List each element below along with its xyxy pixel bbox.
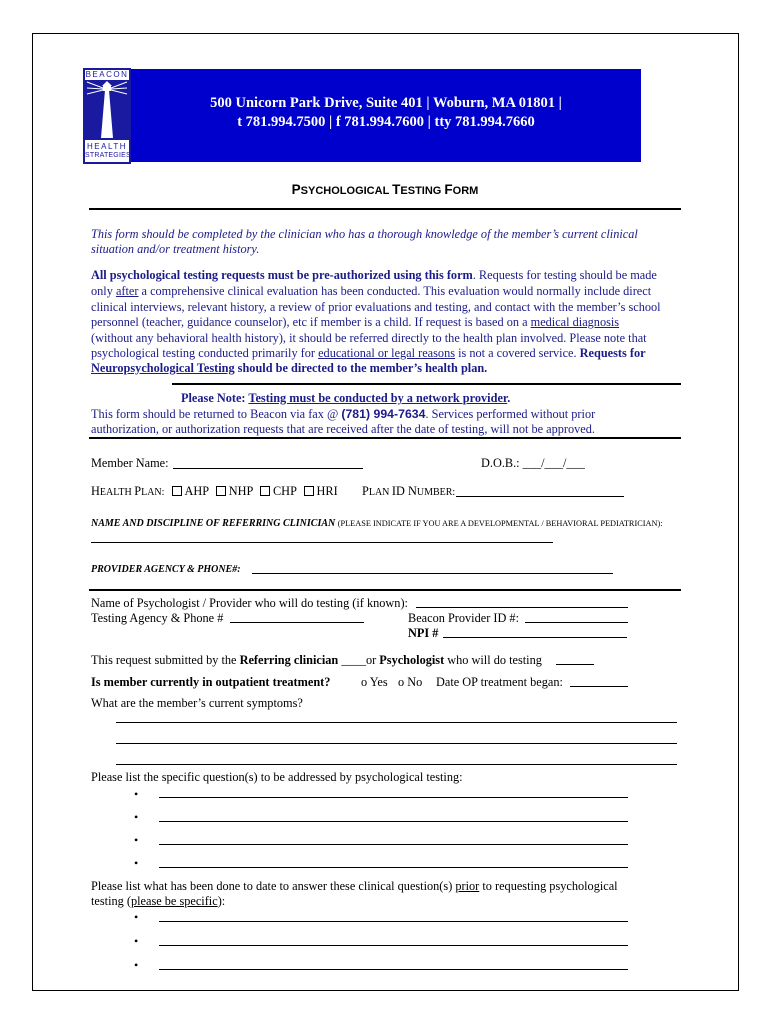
- done-label-line-2: testing (please be specific):: [91, 894, 226, 908]
- policy-line-3: clinical interviews, relevant history, a review of prior evaluations and testing, and contact with the member’s school: [91, 300, 661, 314]
- ahp-checkbox[interactable]: [172, 486, 182, 496]
- nhp-checkbox[interactable]: [216, 486, 226, 496]
- note-line-2: This form should be returned to Beacon via fax @ (781) 994-7634. Services performed without prior: [91, 407, 596, 421]
- policy-line-2: only after a comprehensive clinical evaluation has been conducted. This evaluation would normally include direct: [91, 284, 652, 298]
- beacon-id-label: Beacon Provider ID #:: [408, 611, 519, 625]
- form-title: PSYCHOLOGICAL TESTING FORM: [291, 182, 479, 197]
- done-label-line-1: Please list what has been done to date to answer these clinical question(s) prior to requesting psychological: [91, 879, 618, 893]
- referring-clinician-label: NAME AND DISCIPLINE OF REFERRING CLINICIAN (PLEASE INDICATE IF YOU ARE A DEVELOPMENTAL / BEHAVIORAL PEDIATRICIAN):: [91, 518, 663, 529]
- policy-line-1: All psychological testing requests must be pre-authorized using this form. Requests for testing should be made: [91, 268, 657, 282]
- logo-top-word: BEACON: [85, 70, 129, 79]
- note-line-3: authorization, or authorization requests that are received after the date of testing, will not be approved.: [91, 422, 595, 436]
- bullet-icon: •: [134, 787, 139, 801]
- bullet-icon: •: [134, 856, 139, 870]
- health-plan-row: HEALTH PLAN: AHP NHP CHP HRI: [91, 484, 338, 498]
- symptoms-label: What are the member’s current symptoms?: [91, 696, 303, 710]
- testing-agency-label: Testing Agency & Phone #: [91, 611, 224, 625]
- question-line-3[interactable]: [159, 844, 628, 845]
- testing-agency-field[interactable]: [230, 622, 364, 623]
- npi-field[interactable]: [443, 637, 627, 638]
- question-line-2[interactable]: [159, 821, 628, 822]
- plan-id-label: PLAN ID NUMBER:: [362, 484, 456, 498]
- submitted-by-row: This request submitted by the Referring clinician ____or Psychologist who will do testing: [91, 653, 542, 667]
- psychologist-submit-field[interactable]: [556, 664, 594, 665]
- symptoms-line-1[interactable]: [116, 722, 677, 723]
- policy-line-5: (without any behavioral health history), it should be referred directly to the health plan involved. Please note that: [91, 331, 647, 345]
- beacon-id-field[interactable]: [525, 622, 628, 623]
- outpatient-label: Is member currently in outpatient treatment?: [91, 675, 331, 689]
- referring-clinician-field[interactable]: [91, 542, 553, 543]
- hri-checkbox[interactable]: [304, 486, 314, 496]
- chp-checkbox[interactable]: [260, 486, 270, 496]
- question-line-1[interactable]: [159, 797, 628, 798]
- logo-bottom-word-2: STRATEGIES: [85, 152, 131, 159]
- header-address: 500 Unicorn Park Drive, Suite 401 | Woburn, MA 01801 |: [210, 95, 562, 111]
- done-line-1[interactable]: [159, 921, 628, 922]
- dob-field[interactable]: D.O.B.: ___/___/___: [481, 456, 585, 470]
- policy-line-7: Neuropsychological Testing should be directed to the member’s health plan.: [91, 361, 488, 375]
- member-name-label: Member Name:: [91, 456, 169, 470]
- note-divider: [89, 437, 681, 439]
- policy-line-6: psychological testing conducted primarily for educational or legal reasons is not a covered service. Requests for: [91, 346, 646, 360]
- intro-line-2: situation and/or treatment history.: [91, 242, 260, 256]
- policy-line-4: personnel (teacher, guidance counselor), etc if member is a child. If request is based on a medical diagnosis: [91, 315, 620, 329]
- plan-id-field[interactable]: [456, 496, 624, 497]
- title-divider: [89, 208, 681, 210]
- outpatient-no-option[interactable]: o No: [398, 675, 423, 689]
- question-line-4[interactable]: [159, 867, 628, 868]
- provider-agency-field[interactable]: [252, 573, 613, 574]
- bullet-icon: •: [134, 810, 139, 824]
- logo-bottom-word-1: HEALTH: [87, 142, 127, 151]
- header-banner: [131, 69, 641, 162]
- psychologist-name-label: Name of Psychologist / Provider who will do testing (if known):: [91, 596, 408, 610]
- symptoms-line-3[interactable]: [116, 764, 677, 765]
- header-phones: t 781.994.7500 | f 781.994.7600 | tty 781.994.7660: [237, 114, 535, 130]
- note-line-1: Please Note: Testing must be conducted by a network provider.: [181, 391, 511, 405]
- psychologist-name-field[interactable]: [416, 607, 628, 608]
- provider-agency-label: PROVIDER AGENCY & PHONE#:: [91, 564, 241, 575]
- op-began-field[interactable]: [570, 686, 628, 687]
- intro-line-1: This form should be completed by the clinician who has a thorough knowledge of the member’s current clinical: [91, 227, 638, 241]
- done-line-2[interactable]: [159, 945, 628, 946]
- lighthouse-icon: [85, 80, 129, 140]
- bullet-icon: •: [134, 910, 139, 924]
- symptoms-line-2[interactable]: [116, 743, 677, 744]
- bullet-icon: •: [134, 958, 139, 972]
- bullet-icon: •: [134, 833, 139, 847]
- op-began-label: Date OP treatment began:: [436, 675, 563, 689]
- outpatient-yes-option[interactable]: o Yes: [361, 675, 388, 689]
- provider-divider: [89, 589, 681, 591]
- beacon-logo: [83, 68, 131, 164]
- questions-label: Please list the specific question(s) to be addressed by psychological testing:: [91, 770, 463, 784]
- bullet-icon: •: [134, 934, 139, 948]
- member-name-field[interactable]: [173, 468, 363, 469]
- done-line-3[interactable]: [159, 969, 628, 970]
- npi-label: NPI #: [408, 626, 439, 640]
- policy-divider: [172, 383, 681, 385]
